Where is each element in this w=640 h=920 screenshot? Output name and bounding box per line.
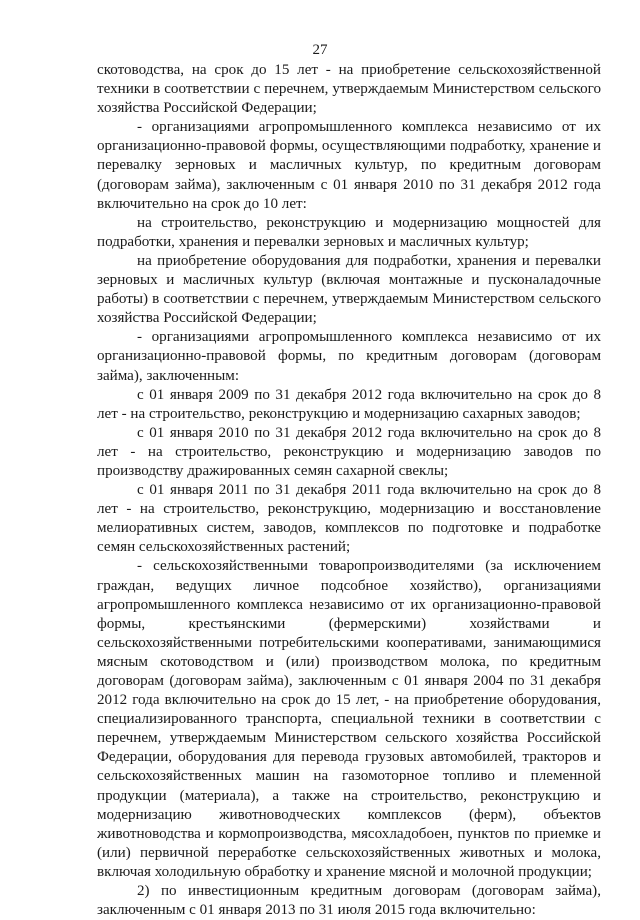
document-body [97, 61, 601, 920]
paragraph: с 01 января 2009 по 31 декабря 2012 года включительно на срок до 8 лет - на строительство, реконструкцию и модернизацию сахарных заводов; [97, 386, 601, 422]
page-number: 27 [312, 42, 328, 58]
paragraph: 2) по инвестиционным кредитным договорам (договорам займа), заключенным с 01 января 2013 по 31 июля 2015 года включительно: [97, 883, 601, 919]
paragraph: на приобретение оборудования для подработки, хранения и перевалки зерновых и масличных культур (включая монтажные и пусконаладочные работы) в соответствии с перечнем, утверждаемым Министерством сельского хозяйства Российской Федерации; [97, 252, 601, 327]
paragraph: - сельскохозяйственными товаропроизводителями (за исключением граждан, ведущих личное подсобное хозяйство), организациями агропромышленного комплекса независимо от их организационно-правовой формы, крестьянскими (фермерскими) хозяйствами и сельскохозяйственными потребительскими кооперативами, занимающимися мясным скотоводством и (или) производством молока, по кредитным договорам (договорам займа), заключенным с 01 января 2004 по 31 декабря 2012 года включительно на срок до 15 лет, - на приобретение оборудования, специализированного транспорта, специальной техники в соответствии с перечнем, утверждаемым Министерством сельского хозяйства Российской Федерации, оборудования для перевода грузовых автомобилей, тракторов и сельскохозяйственных машин на газомоторное топливо и племенной продукции (материала), а также на строительство, реконструкцию и модернизацию животноводческих комплексов (ферм), объектов животноводства и кормопроизводства, мясохладобоен, пунктов по приемке и (или) первичной переработке сельскохозяйственных животных и молока, включая холодильную обработку и хранение мясной и молочной продукции; [97, 558, 601, 880]
paragraph: - организациями агропромышленного комплекса независимо от их организационно-правовой формы, осуществляющими подработку, хранение и перевалку зерновых и масличных культур, по кредитным договорам (договорам займа), заключенным с 01 января 2010 по 31 декабря 2012 года включительно на срок до 10 лет: [97, 119, 601, 212]
paragraph: на строительство, реконструкцию и модернизацию мощностей для подработки, хранения и перевалки зерновых и масличных культур; [97, 214, 601, 250]
paragraph: с 01 января 2011 по 31 декабря 2011 года включительно на срок до 8 лет - на строительство, реконструкцию, модернизацию и восстановление мелиоративных систем, заводов, комплексов по подготовке и подработке семян сельскохозяйственных растений; [97, 482, 601, 556]
paragraph: с 01 января 2010 по 31 декабря 2012 года включительно на срок до 8 лет - на строительство, реконструкцию и модернизацию заводов по производству дражированных семян сахарной свеклы; [97, 424, 601, 479]
paragraph: скотоводства, на срок до 15 лет - на приобретение сельскохозяйственной техники в соответствии с перечнем, утверждаемым Министерством сельского хозяйства Российской Федерации; [97, 62, 601, 117]
paragraph: - организациями агропромышленного комплекса независимо от их организационно-правовой формы, по кредитным договорам (договорам займа), заключенным: [97, 329, 601, 384]
